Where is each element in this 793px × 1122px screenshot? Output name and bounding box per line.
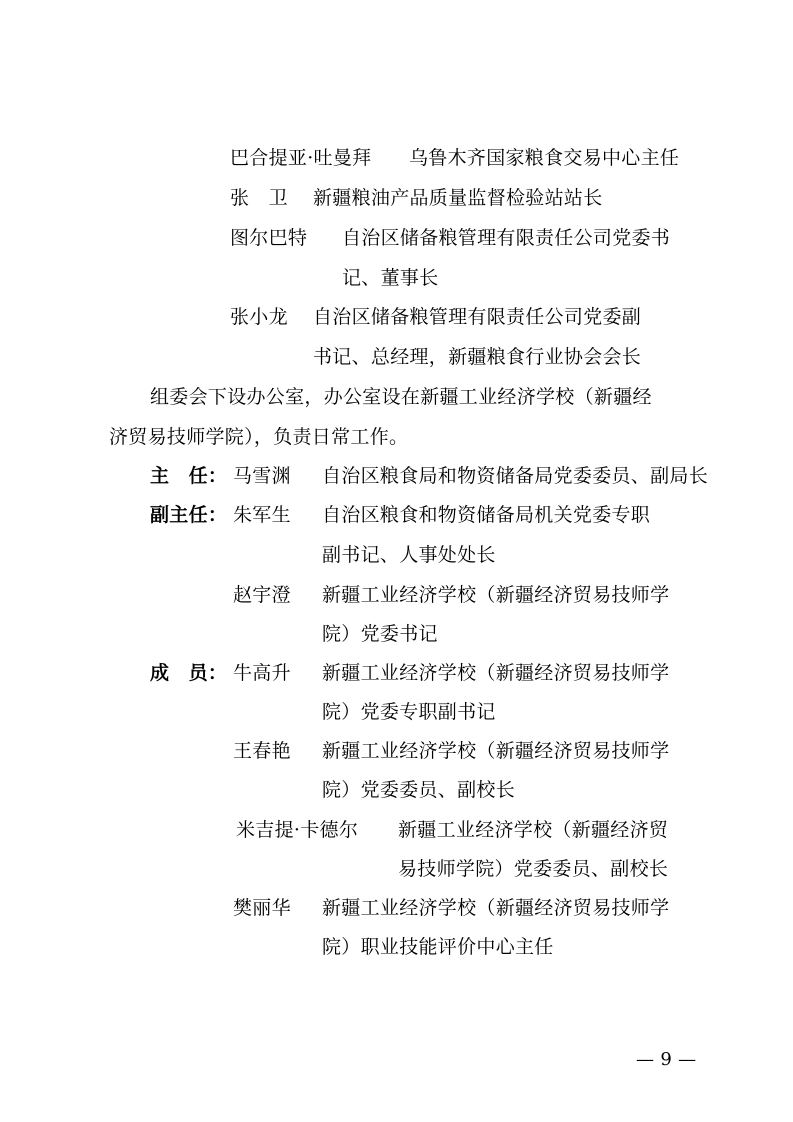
member-name: 樊丽华: [233, 897, 291, 919]
deputy-name: 赵宇澄: [233, 584, 291, 606]
director-role-label: 主 任：: [150, 465, 228, 487]
deputy-name: 朱军生: [233, 504, 291, 526]
office-paragraph-line: 济贸易技师学院），负责日常工作。: [109, 426, 409, 448]
member-title-cont: 院）党委委员、副校长: [322, 779, 516, 801]
member-title: 新疆工业经济学校（新疆经济贸: [398, 819, 669, 841]
member-name: 米吉提·卡德尔: [236, 819, 359, 841]
deputy-title-cont: 院）党委书记: [322, 623, 438, 645]
member-name: 张 卫: [230, 187, 288, 209]
member-name: 张小龙: [230, 306, 288, 328]
members-role-label: 成 员：: [150, 662, 228, 684]
member-name: 巴合提亚·吐曼拜: [230, 147, 372, 169]
member-title-cont: 记、董事长: [342, 267, 439, 289]
member-name: 牛高升: [233, 662, 291, 684]
member-title: 乌鲁木齐国家粮食交易中心主任: [409, 147, 680, 169]
office-paragraph-line: 组委会下设办公室，办公室设在新疆工业经济学校（新疆经: [150, 386, 652, 408]
member-title: 新疆工业经济学校（新疆经济贸易技师学: [322, 740, 670, 762]
member-title-cont: 院）职业技能评价中心主任: [322, 936, 554, 958]
member-title: 自治区储备粮管理有限责任公司党委书: [342, 227, 671, 249]
member-title: 新疆工业经济学校（新疆经济贸易技师学: [322, 662, 670, 684]
member-title-cont: 书记、总经理，新疆粮食行业协会会长: [313, 346, 642, 368]
member-title: 新疆工业经济学校（新疆经济贸易技师学: [322, 897, 670, 919]
page-number: — 9 —: [636, 1049, 697, 1070]
director-title: 自治区粮食局和物资储备局党委委员、副局长: [322, 465, 709, 487]
member-name: 王春艳: [233, 740, 291, 762]
director-name: 马雪渊: [233, 465, 291, 487]
member-title: 新疆粮油产品质量监督检验站站长: [313, 187, 603, 209]
deputy-role-label: 副主任：: [150, 504, 228, 526]
member-title-cont: 易技师学院）党委委员、副校长: [398, 858, 669, 880]
deputy-title: 新疆工业经济学校（新疆经济贸易技师学: [322, 584, 670, 606]
member-name: 图尔巴特: [230, 227, 308, 249]
deputy-title-cont: 副书记、人事处处长: [322, 544, 496, 566]
deputy-title: 自治区粮食和物资储备局机关党委专职: [322, 504, 651, 526]
member-title: 自治区储备粮管理有限责任公司党委副: [313, 306, 642, 328]
member-title-cont: 院）党委专职副书记: [322, 701, 496, 723]
